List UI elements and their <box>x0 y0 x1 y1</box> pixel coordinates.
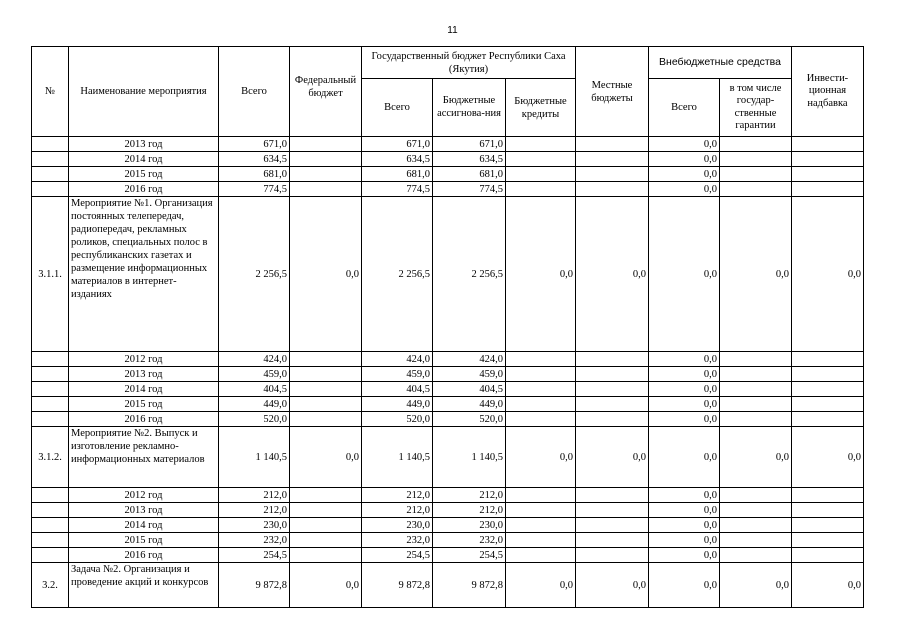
year-label: 2016 год <box>69 548 219 563</box>
header-state-alloc: Бюджетные ассигнова-ния <box>433 79 506 137</box>
row-number: 3.2. <box>32 563 69 608</box>
cell-alloc: 232,0 <box>433 533 506 548</box>
cell-federal: 0,0 <box>290 197 362 352</box>
cell-credit: 0,0 <box>506 563 576 608</box>
cell-alloc: 230,0 <box>433 518 506 533</box>
cell-alloc: 212,0 <box>433 488 506 503</box>
cell-off-total: 0,0 <box>649 152 720 167</box>
cell-off-total: 0,0 <box>649 503 720 518</box>
cell-alloc: 449,0 <box>433 397 506 412</box>
table-row <box>32 548 864 563</box>
table-row <box>32 503 864 518</box>
cell-state-total: 520,0 <box>362 412 433 427</box>
cell-guarantee: 0,0 <box>720 427 792 488</box>
year-label: 2013 год <box>69 137 219 152</box>
cell-total: 2 256,5 <box>219 197 290 352</box>
cell-total: 404,5 <box>219 382 290 397</box>
cell-off-total: 0,0 <box>649 563 720 608</box>
cell-invest: 0,0 <box>792 427 864 488</box>
cell-total: 634,5 <box>219 152 290 167</box>
task-row <box>32 563 864 608</box>
table-row <box>32 488 864 503</box>
cell-state-total: 230,0 <box>362 518 433 533</box>
row-name: Мероприятие №2. Выпуск и изготовление рекламно-информационных материалов <box>69 427 219 488</box>
row-name: Задача №2. Организация и проведение акций и конкурсов <box>69 563 219 608</box>
header-invest: Инвести-ционная надбавка <box>792 47 864 137</box>
table-header <box>32 47 864 137</box>
header-state-total: Всего <box>362 79 433 137</box>
cell-off-total: 0,0 <box>649 137 720 152</box>
table-row <box>32 182 864 197</box>
cell-credit: 0,0 <box>506 427 576 488</box>
cell-alloc: 212,0 <box>433 503 506 518</box>
cell-alloc: 404,5 <box>433 382 506 397</box>
cell-invest: 0,0 <box>792 197 864 352</box>
cell-total: 774,5 <box>219 182 290 197</box>
cell-local: 0,0 <box>576 563 649 608</box>
header-local: Местные бюджеты <box>576 47 649 137</box>
cell-state-total: 212,0 <box>362 488 433 503</box>
year-label: 2015 год <box>69 533 219 548</box>
table-row <box>32 533 864 548</box>
year-label: 2016 год <box>69 412 219 427</box>
table-row <box>32 152 864 167</box>
cell-alloc: 424,0 <box>433 352 506 367</box>
cell-alloc: 1 140,5 <box>433 427 506 488</box>
cell-total: 212,0 <box>219 503 290 518</box>
cell-alloc: 254,5 <box>433 548 506 563</box>
table-row <box>32 397 864 412</box>
cell-off-total: 0,0 <box>649 548 720 563</box>
page-number: 11 <box>447 25 458 36</box>
cell-local: 0,0 <box>576 197 649 352</box>
header-name: Наименование мероприятия <box>69 47 219 137</box>
header-total: Всего <box>219 47 290 137</box>
cell-total: 520,0 <box>219 412 290 427</box>
cell-invest: 0,0 <box>792 563 864 608</box>
cell-state-total: 1 140,5 <box>362 427 433 488</box>
table-row <box>32 518 864 533</box>
header-offbudget: Внебюджетные средства <box>649 47 792 79</box>
measure-row <box>32 197 864 352</box>
table-row <box>32 382 864 397</box>
cell-total: 230,0 <box>219 518 290 533</box>
cell-state-total: 232,0 <box>362 533 433 548</box>
table-row <box>32 167 864 182</box>
cell-alloc: 681,0 <box>433 167 506 182</box>
cell-local: 0,0 <box>576 427 649 488</box>
table-row <box>32 137 864 152</box>
cell-state-total: 212,0 <box>362 503 433 518</box>
cell-state-total: 404,5 <box>362 382 433 397</box>
year-label: 2012 год <box>69 352 219 367</box>
header-state-budget: Государственный бюджет Республики Саха (Якутия) <box>362 47 576 79</box>
cell-total: 9 872,8 <box>219 563 290 608</box>
cell-alloc: 634,5 <box>433 152 506 167</box>
table-row <box>32 367 864 382</box>
cell-off-total: 0,0 <box>649 518 720 533</box>
year-label: 2013 год <box>69 503 219 518</box>
cell-federal: 0,0 <box>290 563 362 608</box>
cell-total: 424,0 <box>219 352 290 367</box>
cell-total: 232,0 <box>219 533 290 548</box>
cell-total: 681,0 <box>219 167 290 182</box>
table-row <box>32 352 864 367</box>
row-number: 3.1.1. <box>32 197 69 352</box>
cell-alloc: 459,0 <box>433 367 506 382</box>
year-label: 2012 год <box>69 488 219 503</box>
cell-total: 671,0 <box>219 137 290 152</box>
cell-state-total: 671,0 <box>362 137 433 152</box>
cell-alloc: 520,0 <box>433 412 506 427</box>
year-label: 2014 год <box>69 382 219 397</box>
cell-state-total: 2 256,5 <box>362 197 433 352</box>
cell-off-total: 0,0 <box>649 367 720 382</box>
cell-alloc: 9 872,8 <box>433 563 506 608</box>
cell-credit: 0,0 <box>506 197 576 352</box>
year-label: 2016 год <box>69 182 219 197</box>
cell-state-total: 254,5 <box>362 548 433 563</box>
header-state-credit: Бюджетные кредиты <box>506 79 576 137</box>
cell-state-total: 9 872,8 <box>362 563 433 608</box>
cell-state-total: 634,5 <box>362 152 433 167</box>
cell-total: 459,0 <box>219 367 290 382</box>
cell-alloc: 2 256,5 <box>433 197 506 352</box>
cell-off-total: 0,0 <box>649 167 720 182</box>
cell-off-total: 0,0 <box>649 427 720 488</box>
cell-alloc: 671,0 <box>433 137 506 152</box>
row-number: 3.1.2. <box>32 427 69 488</box>
cell-state-total: 424,0 <box>362 352 433 367</box>
header-offbudget-guarantee: в том числе государ-ственные гарантии <box>720 79 792 137</box>
cell-off-total: 0,0 <box>649 352 720 367</box>
measure-row <box>32 427 864 488</box>
cell-state-total: 449,0 <box>362 397 433 412</box>
year-label: 2014 год <box>69 518 219 533</box>
cell-total: 254,5 <box>219 548 290 563</box>
cell-state-total: 681,0 <box>362 167 433 182</box>
cell-off-total: 0,0 <box>649 412 720 427</box>
budget-table <box>31 46 864 608</box>
cell-alloc: 774,5 <box>433 182 506 197</box>
cell-total: 449,0 <box>219 397 290 412</box>
cell-state-total: 774,5 <box>362 182 433 197</box>
header-offbudget-total: Всего <box>649 79 720 137</box>
year-label: 2014 год <box>69 152 219 167</box>
cell-off-total: 0,0 <box>649 197 720 352</box>
cell-guarantee: 0,0 <box>720 563 792 608</box>
header-no: № <box>32 47 69 137</box>
row-name: Мероприятие №1. Организация постоянных телепередач, радиопередач, рекламных роликов, специальных полос в республиканских газетах и размещение информационных материалов в интернет-изданиях <box>69 197 219 352</box>
header-federal: Федеральный бюджет <box>290 47 362 137</box>
cell-off-total: 0,0 <box>649 182 720 197</box>
cell-total: 212,0 <box>219 488 290 503</box>
table-row <box>32 412 864 427</box>
cell-off-total: 0,0 <box>649 488 720 503</box>
cell-off-total: 0,0 <box>649 397 720 412</box>
cell-guarantee: 0,0 <box>720 197 792 352</box>
cell-total: 1 140,5 <box>219 427 290 488</box>
cell-off-total: 0,0 <box>649 533 720 548</box>
year-label: 2015 год <box>69 167 219 182</box>
year-label: 2013 год <box>69 367 219 382</box>
cell-state-total: 459,0 <box>362 367 433 382</box>
cell-federal: 0,0 <box>290 427 362 488</box>
year-label: 2015 год <box>69 397 219 412</box>
cell-off-total: 0,0 <box>649 382 720 397</box>
